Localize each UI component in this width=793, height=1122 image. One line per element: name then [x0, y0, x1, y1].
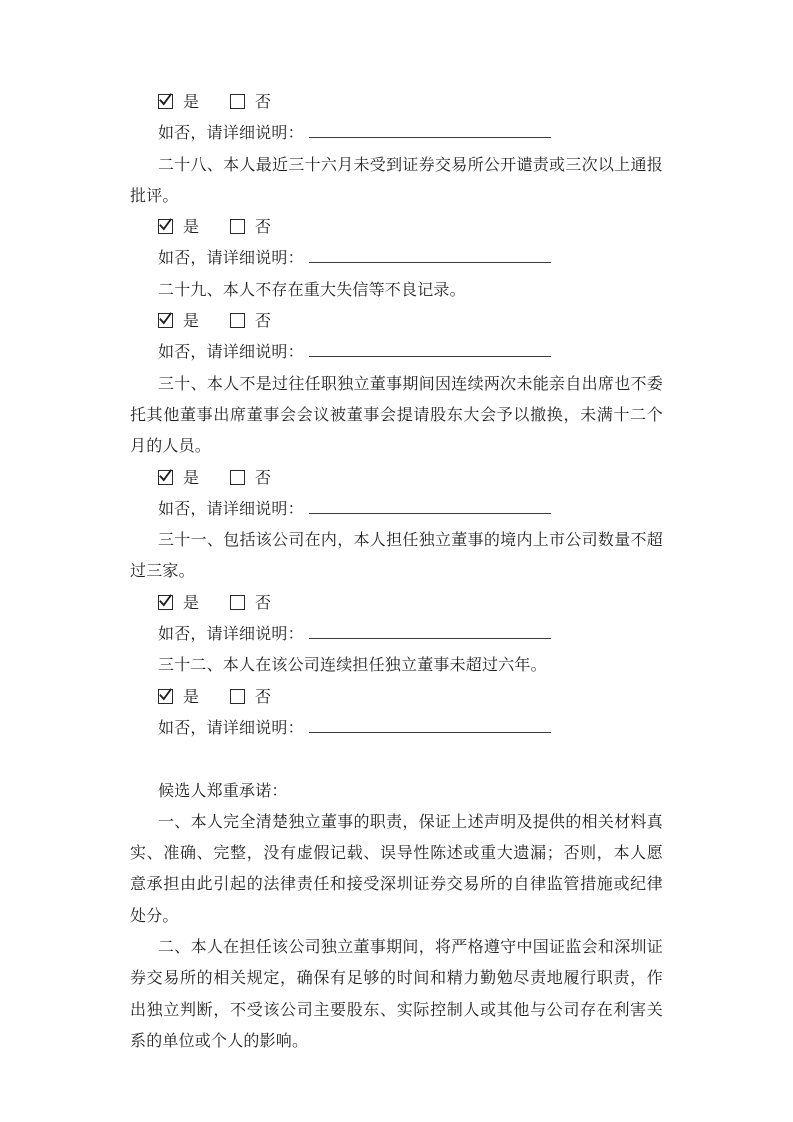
check-icon [158, 311, 173, 326]
question-paragraph: 三十二、本人在该公司连续担任独立董事未超过六年。 [158, 657, 547, 675]
detail-prompt: 如否，请详细说明： [158, 500, 304, 518]
question-paragraph: 三十、本人不是过往任职独立董事期间因连续两次未能亲自出席也不委托其他董事出席董事会会议被董事会提请股东大会予以撤换，未满十二个月的人员。 [130, 375, 663, 456]
detail-blank-line[interactable] [309, 247, 551, 263]
detail-prompt: 如否，请详细说明： [158, 626, 304, 644]
yes-checkbox[interactable] [158, 94, 173, 109]
check-icon [158, 687, 173, 702]
check-icon [158, 92, 173, 107]
detail-blank-line[interactable] [309, 717, 551, 733]
answer-row [130, 463, 663, 494]
detail-prompt: 如否，请详细说明： [158, 125, 304, 143]
detail-row [130, 619, 663, 650]
yes-checkbox[interactable] [158, 595, 173, 610]
question-paragraph: 二十九、本人不存在重大失信等不良记录。 [158, 281, 466, 299]
no-checkbox[interactable] [230, 470, 245, 485]
detail-blank-line[interactable] [309, 623, 551, 639]
check-icon [158, 217, 173, 232]
detail-blank-line[interactable] [309, 122, 551, 138]
no-label: 否 [255, 688, 272, 706]
check-icon [158, 468, 173, 483]
answer-row [130, 87, 663, 118]
yes-label: 是 [183, 313, 200, 331]
commitment-paragraph: 二、本人在担任该公司独立董事期间，将严格遵守中国证监会和深圳证券交易所的相关规定，确保有足够的时间和精力勤勉尽责地履行职责，作出独立判断，不受该公司主要股东、实际控制人或其他与公司存在利害关系的单位或个人的影响。 [130, 939, 663, 1050]
detail-row [130, 118, 663, 149]
no-label: 否 [255, 469, 272, 487]
detail-prompt: 如否，请详细说明： [158, 250, 304, 268]
no-checkbox[interactable] [230, 689, 245, 704]
question-paragraph: 三十一、包括该公司在内，本人担任独立董事的境内上市公司数量不超过三家。 [130, 532, 663, 581]
detail-prompt: 如否，请详细说明： [158, 719, 304, 737]
commitment-paragraph: 一、本人完全清楚独立董事的职责，保证上述声明及提供的相关材料真实、准确、完整，没有虚假记载、误导性陈述或重大遗漏；否则，本人愿意承担由此引起的法律责任和接受深圳证券交易所的自律监管措施或纪律处分。 [130, 813, 663, 925]
no-label: 否 [255, 594, 272, 612]
no-checkbox[interactable] [230, 313, 245, 328]
detail-blank-line[interactable] [309, 498, 551, 514]
detail-row [130, 494, 663, 525]
detail-blank-line[interactable] [309, 341, 551, 357]
detail-row [130, 337, 663, 368]
detail-row [130, 243, 663, 274]
no-label: 否 [255, 219, 272, 237]
yes-checkbox[interactable] [158, 689, 173, 704]
answer-row [130, 588, 663, 619]
yes-label: 是 [183, 94, 200, 111]
no-checkbox[interactable] [230, 94, 245, 109]
answer-row [130, 306, 663, 337]
blank-line-spacer [130, 744, 663, 775]
answer-row [130, 212, 663, 243]
yes-label: 是 [183, 688, 200, 706]
yes-checkbox[interactable] [158, 313, 173, 328]
yes-checkbox[interactable] [158, 470, 173, 485]
answer-row [130, 682, 663, 713]
yes-checkbox[interactable] [158, 219, 173, 234]
detail-row [130, 713, 663, 744]
no-checkbox[interactable] [230, 595, 245, 610]
commitment-heading: 候选人郑重承诺： [158, 782, 288, 800]
detail-prompt: 如否，请详细说明： [158, 344, 304, 362]
question-paragraph: 二十八、本人最近三十六月未受到证券交易所公开谴责或三次以上通报批评。 [130, 156, 663, 205]
yes-label: 是 [183, 594, 200, 612]
no-checkbox[interactable] [230, 219, 245, 234]
yes-label: 是 [183, 219, 200, 237]
check-icon [158, 593, 173, 608]
no-label: 否 [255, 313, 272, 331]
no-label: 否 [255, 94, 272, 111]
yes-label: 是 [183, 469, 200, 487]
